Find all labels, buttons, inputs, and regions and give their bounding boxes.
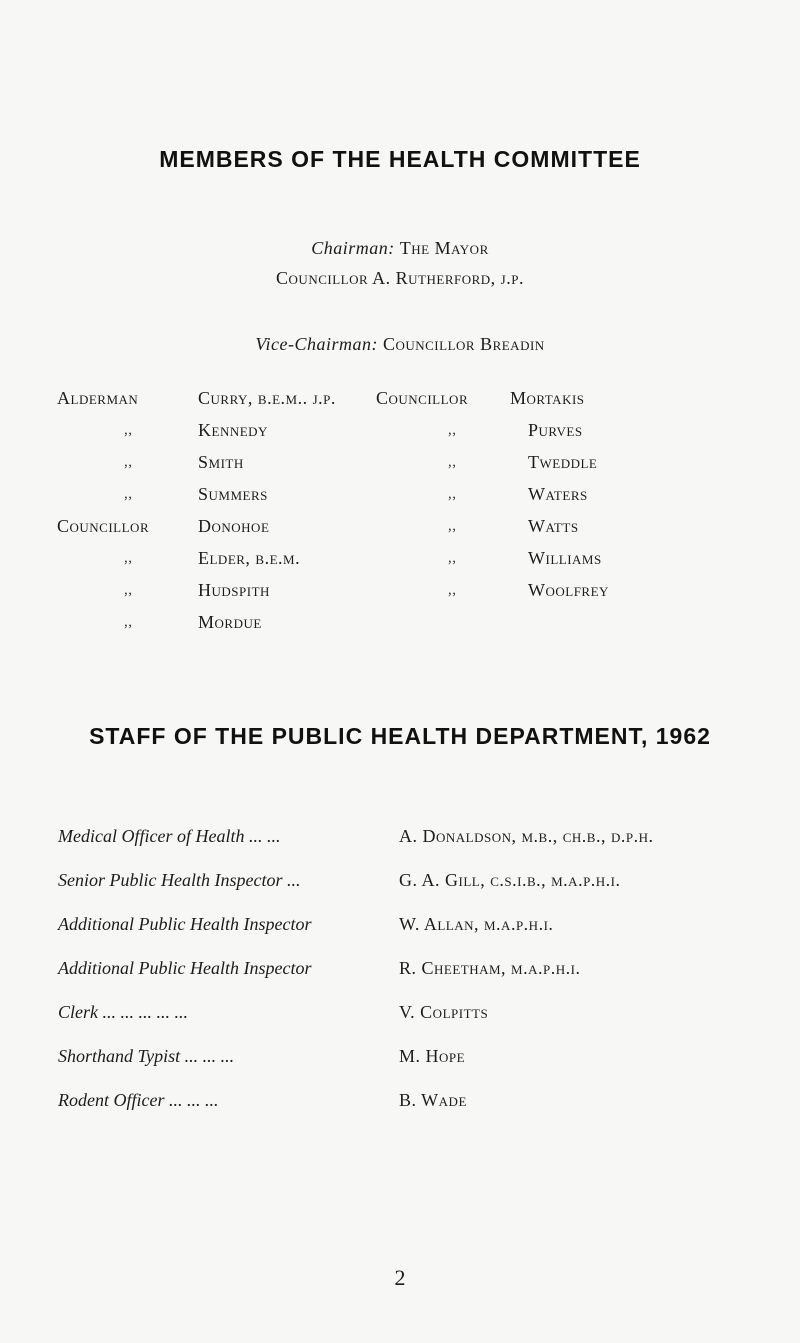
page-number: 2	[394, 1265, 406, 1290]
member-name: Purves	[528, 420, 583, 440]
vice-chairman-line	[0, 334, 800, 355]
staff-role: Clerk ... ... ... ... ...	[58, 1002, 188, 1022]
staff-role: Rodent Officer ... ... ...	[58, 1090, 219, 1110]
staff-name: G. A. Gill, c.s.i.b., m.a.p.h.i.	[399, 870, 621, 890]
ditto-mark: ,,	[448, 486, 457, 502]
member-name: Williams	[528, 548, 602, 568]
vice-chairman-value: Councillor Breadin	[382, 334, 545, 354]
member-name: Tweddle	[528, 452, 598, 472]
staff-name: W. Allan, m.a.p.h.i.	[399, 914, 554, 934]
ditto-mark: ,,	[124, 614, 133, 630]
member-name: Mordue	[198, 612, 262, 632]
member-name: Elder, b.e.m.	[198, 548, 301, 568]
staff-role: Additional Public Health Inspector	[58, 958, 312, 978]
member-name: Hudspith	[198, 580, 270, 600]
staff-title: STAFF OF THE PUBLIC HEALTH DEPARTMENT, 1962	[89, 723, 711, 749]
member-name: Watts	[528, 516, 579, 536]
ditto-mark: ,,	[448, 454, 457, 470]
ditto-mark: ,,	[124, 454, 133, 470]
member-name: Mortakis	[510, 388, 585, 408]
staff-name: R. Cheetham, m.a.p.h.i.	[399, 958, 581, 978]
chairman-value: The Mayor	[399, 238, 489, 258]
member-name: Donohoe	[198, 516, 270, 536]
chairman-label: Chairman:	[311, 238, 395, 258]
member-name: Waters	[528, 484, 588, 504]
ditto-mark: ,,	[124, 486, 133, 502]
staff-name: A. Donaldson, m.b., ch.b., d.p.h.	[399, 826, 654, 846]
ditto-mark: ,,	[448, 422, 457, 438]
member-prefix: Councillor	[376, 388, 469, 408]
committee-title: MEMBERS OF THE HEALTH COMMITTEE	[159, 146, 641, 172]
member-name: Woolfrey	[528, 580, 609, 600]
ditto-mark: ,,	[124, 550, 133, 566]
staff-name: V. Colpitts	[399, 1002, 489, 1022]
member-name: Kennedy	[198, 420, 268, 440]
staff-role: Medical Officer of Health ... ...	[58, 826, 281, 846]
chairman-name: Councillor A. Rutherford, j.p.	[276, 268, 524, 288]
chairman-line	[0, 238, 800, 259]
staff-role: Senior Public Health Inspector ...	[58, 870, 301, 890]
vice-chairman-label: Vice-Chairman:	[255, 334, 378, 354]
ditto-mark: ,,	[448, 582, 457, 598]
staff-name: M. Hope	[399, 1046, 466, 1066]
staff-name: B. Wade	[399, 1090, 467, 1110]
member-name: Summers	[198, 484, 268, 504]
member-prefix: Alderman	[57, 388, 139, 408]
ditto-mark: ,,	[448, 550, 457, 566]
member-name: Smith	[198, 452, 244, 472]
ditto-mark: ,,	[124, 422, 133, 438]
staff-role: Additional Public Health Inspector	[58, 914, 312, 934]
member-prefix: Councillor	[57, 516, 150, 536]
member-name: Curry, b.e.m.. j.p.	[198, 388, 336, 408]
ditto-mark: ,,	[448, 518, 457, 534]
ditto-mark: ,,	[124, 582, 133, 598]
staff-role: Shorthand Typist ... ... ...	[58, 1046, 235, 1066]
